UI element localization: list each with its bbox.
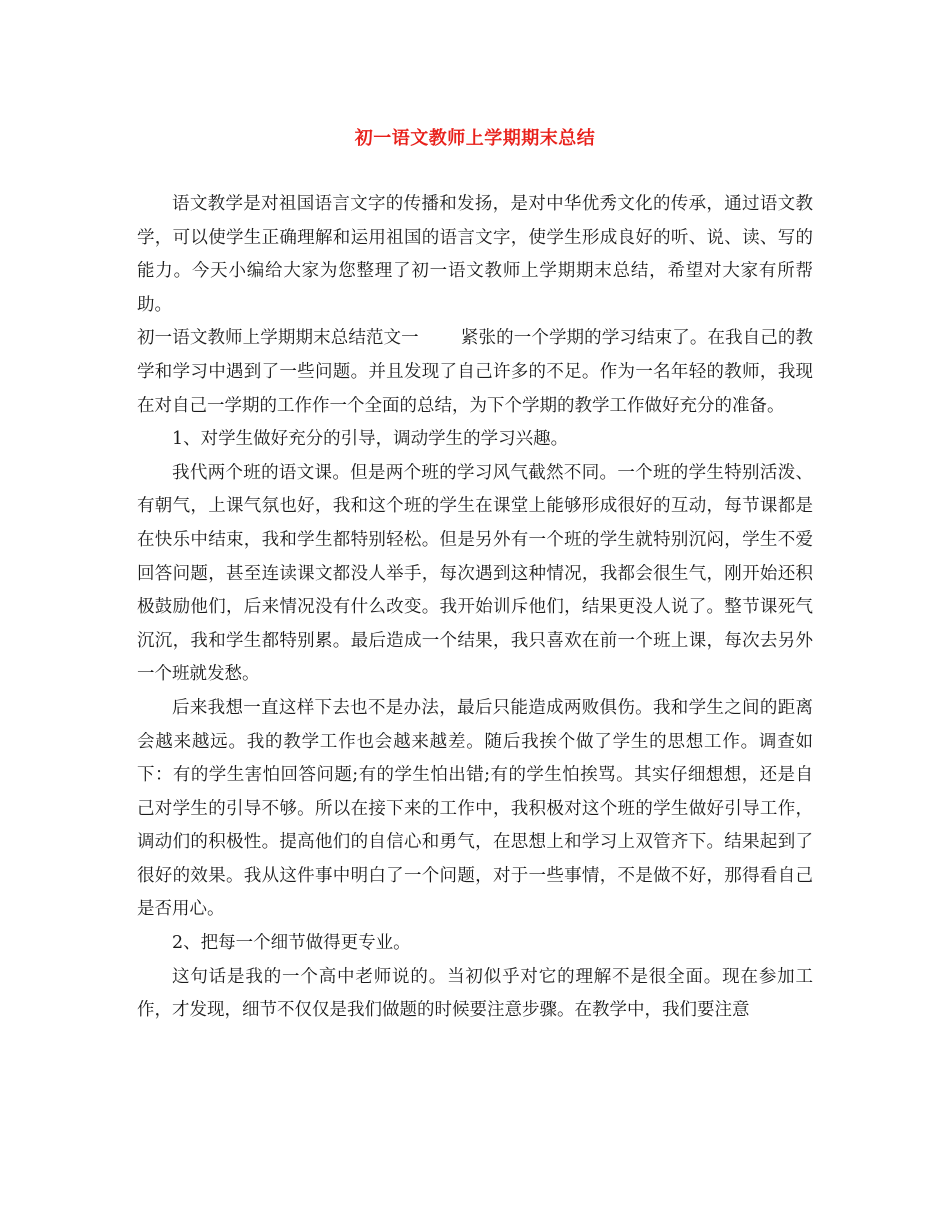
intro-paragraph: 语文教学是对祖国语言文字的传播和发扬，是对中华优秀文化的传承，通过语文教学，可以使学生正确理解和运用祖国的语言文字，使学生形成良好的听、说、读、写的能力。今天小编给大家为您整理了初一语文教师上学期期末总结，希望对大家有所帮助。: [137, 194, 813, 315]
sample-heading: 初一语文教师上学期期末总结范文一: [137, 328, 419, 349]
section1-paragraph-1: 我代两个班的语文课。但是两个班的学习风气截然不同。一个班的学生特别活泼、有朝气，上课气氛也好，我和这个班的学生在课堂上能够形成很好的互动，每节课都是在快乐中结束，我和学生都特别轻松。但是另外有一个班的学生就特别沉闷，学生不爱回答问题，甚至连读课文都没人举手，每次遇到这种情况，我都会很生气，刚开始还积极鼓励他们，后来情况没有什么改变。我开始训斥他们，结果更没人说了。整节课死气沉沉，我和学生都特别累。最后造成一个结果，我只喜欢在前一个班上课，每次去另外一个班就发愁。: [137, 462, 813, 685]
sample-paragraph: [137, 322, 813, 423]
document-body: [137, 188, 813, 1028]
sample-opening: 紧张的一个学期的学习结束了。在我自己的教学和学习中遇到了一些问题。并且发现了自己许多的不足。作为一名年轻的教师，我现在对自己一学期的工作作一个全面的总结，为下个学期的教学工作做好充分的准备。: [137, 328, 814, 416]
document-title: 初一语文教师上学期期末总结: [354, 128, 596, 149]
section1-heading: 1、对学生做好充分的引导，调动学生的学习兴趣。: [172, 429, 569, 450]
section2-paragraph-1: 这句话是我的一个高中老师说的。当初似乎对它的理解不是很全面。现在参加工作，才发现，细节不仅仅是我们做题的时候要注意步骤。在教学中，我们要注意: [137, 966, 813, 1021]
section1-paragraph-2: 后来我想一直这样下去也不是办法，最后只能造成两败俱伤。我和学生之间的距离会越来越远。我的教学工作也会越来越差。随后我挨个做了学生的思想工作。调查如下：有的学生害怕回答问题;有的学生怕出错;有的学生怕挨骂。其实仔细想想，还是自己对学生的引导不够。所以在接下来的工作中，我积极对这个班的学生做好引导工作，调动们的积极性。提高他们的自信心和勇气，在思想上和学习上双管齐下。结果起到了很好的效果。我从这件事中明白了一个问题，对于一些事情，不是做不好，那得看自己是否用心。: [137, 697, 813, 920]
section2-heading: 2、把每一个细节做得更专业。: [172, 933, 411, 954]
